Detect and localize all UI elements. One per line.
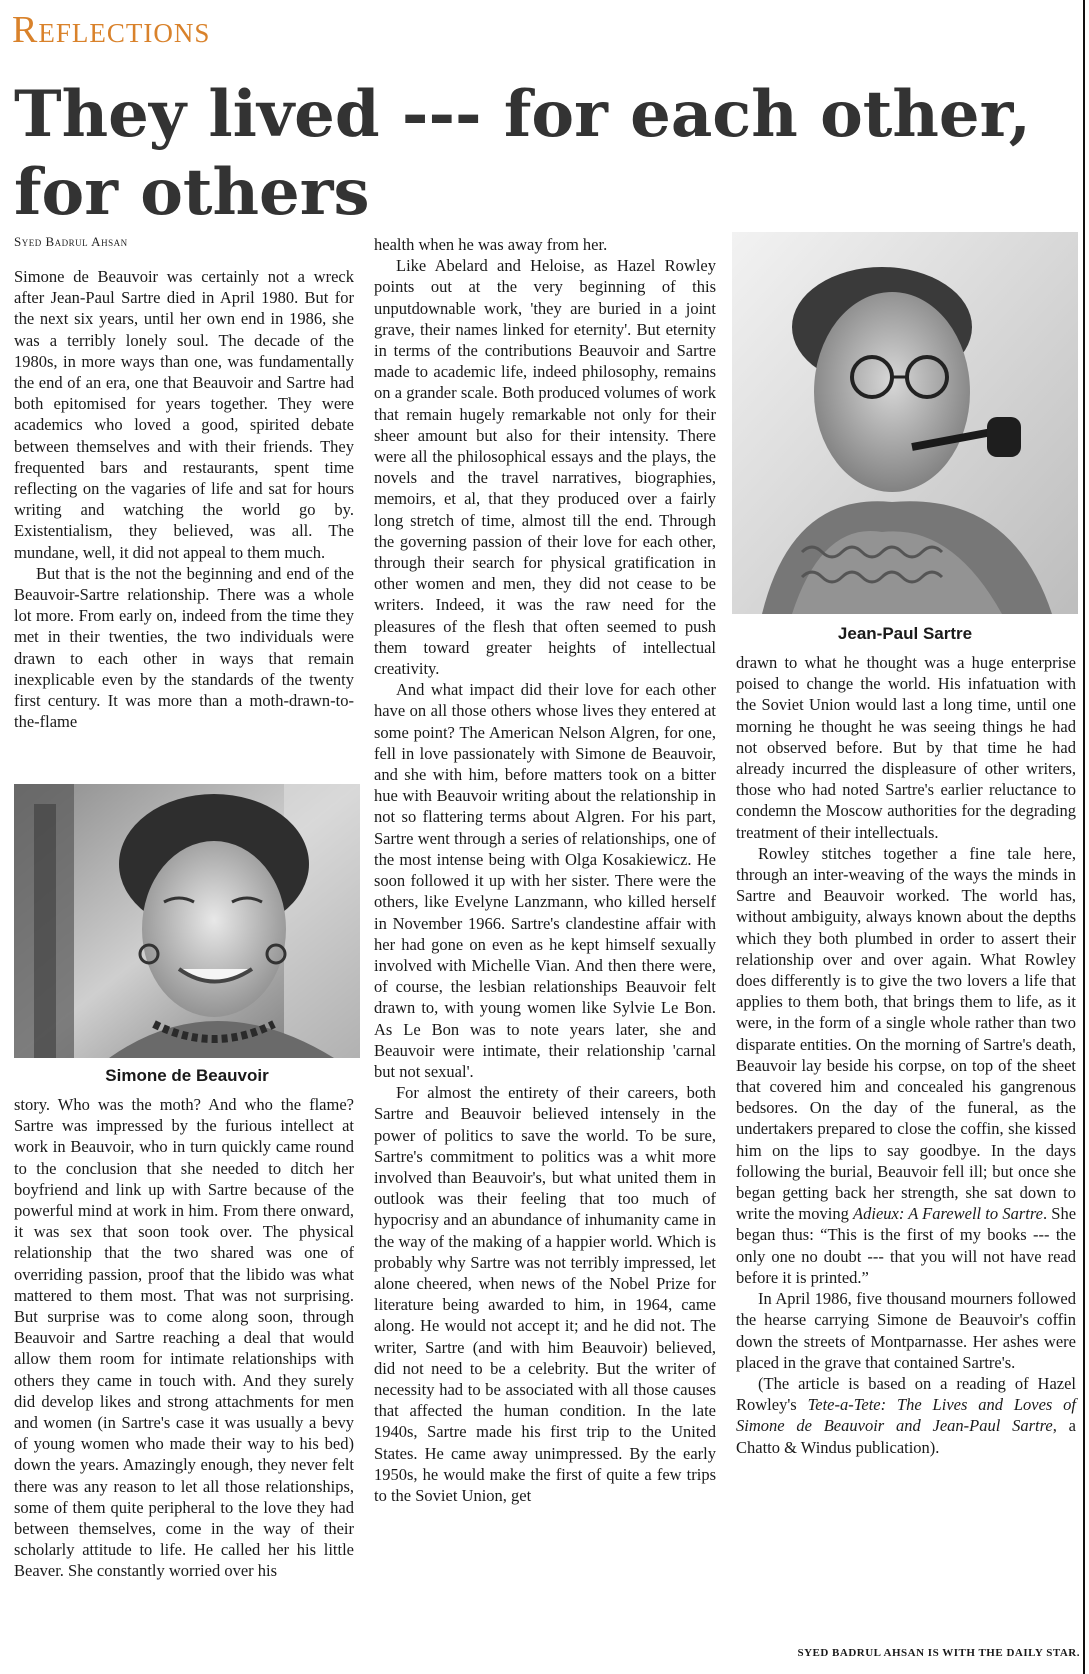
paragraph: In April 1986, five thousand mourners followed the hearse carrying Simone de Beauvoir's coffin down the streets of Montparnasse. Her ashes were placed in the grave that contained Sartre's. xyxy=(736,1289,1076,1372)
jean-paul-sartre-photo xyxy=(732,232,1078,614)
section-title: Reflections xyxy=(12,9,211,51)
paragraph: Like Abelard and Heloise, as Hazel Rowley points out at the very beginning of this unputdownable work, 'they are buried in a joint grave, their names linked for eternity'. But eternity in terms of the contributions Beauvoir and Sartre made to academic life, indeed philosophy, remains on a grander scale. Both produced volumes of work that remain hugely remarkable not only for their sheer amount but also for their intensity. There were all the philosophical essays and the plays, the novels and the travel narratives, biographies, memoirs, et al, that they produced over a fairly long stretch of time, almost till the end. Through the governing passion of their love for each other, through their search for physical gratification in other women and men, they did not cease to be writers. Indeed, it was the raw need for the pleasures of the flesh that often seemed to push them toward greater heights of intellectual creativity. xyxy=(374,256,716,679)
book-title: Adieux: A Farewell to Sartre xyxy=(853,1204,1043,1224)
paragraph-text: (The article is based on a reading of Hazel Rowley's xyxy=(736,1373,1076,1415)
page-edge-rule xyxy=(1083,0,1085,1674)
article-column-1-bottom xyxy=(14,1094,354,1582)
simone-de-beauvoir-photo xyxy=(14,784,360,1058)
paragraph: And what impact did their love for each other have on all those others whose lives they entered at some point? The American Nelson Algren, for one, fell in love passionately with Simone de Beauvoir, and she with him, before matters took on a bitter hue with Beauvoir writing about the relationship in not so flattering terms about Algren. For his part, Sartre went through a series of relationships, one of the most intense being with Olga Kosakiewicz. He soon followed it up with her sister. There were the others, like Evelyne Lanzmann, who killed herself in November 1966. Sartre's clandestine affair with her had gone on even as he kept himself sexually involved with Michelle Vian. And then there were, of course, the lesbian relationships Beauvoir felt drawn to, with young women like Sylvie Le Bon. As Le Bon was to note years later, she and Beauvoir were intimate, their relationship 'carnal but not sexual'. xyxy=(374,680,716,1081)
author-note: SYED BADRUL AHSAN IS WITH THE DAILY STAR. xyxy=(797,1647,1080,1659)
sartre-caption: Jean-Paul Sartre xyxy=(837,624,973,643)
headline: They lived --- for each other, for others xyxy=(14,77,1031,230)
paragraph-text: . She began thus: “This is the first of my books --- the only one no doubt --- that you will not have read before it is printed.” xyxy=(736,1204,1077,1287)
paragraph-text: Rowley stitches together a fine tale here, through an inter-weaving of the ways the minds in Sartre and Beauvoir worked. The world has, without ambiguity, always known about the depths which they both plumbed in order to assert their relationship over and over again. What Rowley does differently is to give the two lovers a life that applies to them both, that brings them to life, as it were, in the form of a single whole rather than two disparate entities. On the morning of Sartre's death, Beauvoir lay beside his corpse, on top of the sheet that covered him and concealed his gangrenous bedsores. On the day of the funeral, as the undertakers prepared to close the coffin, she kissed him on the lips to say goodbye. In the days following the burial, Beauvoir fell ill; but once she began getting back her strength, she sat down to write the moving xyxy=(736,843,1076,1224)
paragraph: drawn to what he thought was a huge enterprise poised to change the world. His infatuation with the Soviet Union would last a long time, until one morning he thought he was seeing things he had not observed before. But by that time he had already incurred the displeasure of other writers, those who had noted Sartre's earlier reluctance to condemn the Moscow authorities for the degrading treatment of their intellectuals. xyxy=(736,653,1076,842)
paragraph: Simone de Beauvoir was certainly not a wreck after Jean-Paul Sartre died in April 1980. But for the next six years, until her own end in 1986, she was a terribly lonely soul. The decade of the 1980s, in more ways than one, was fundamentally the end of an era, one that Beauvoir and Sartre had both epitomised for years together. They were academics who loved a good, spirited debate between themselves and with their friends. They frequented bars and restaurants, spent time reflecting on the vagaries of life and sat for hours writing and watching the world go by. Existentialism, they believed, was all. The mundane, well, it did not appeal to them much. xyxy=(14,267,354,562)
book-title: Tete-a-Tete: The Lives and Loves of Simone de Beauvoir and Jean-Paul Sartre xyxy=(736,1395,1077,1436)
byline: Syed Badrul Ahsan xyxy=(14,234,128,249)
paragraph: But that is the not the beginning and end of the Beauvoir-Sartre relationship. There was a whole lot more. From early on, indeed from the time they met in their twenties, the two individuals were drawn to each other in ways that remain inexplicable even by the standards of the twenty first century. It was more than a moth-drawn-to-the-flame xyxy=(14,563,354,732)
paragraph xyxy=(736,1373,1076,1458)
article-column-1-top xyxy=(14,266,354,732)
paragraph-text: , a Chatto & Windus publication). xyxy=(736,1416,1077,1457)
paragraph: For almost the entirety of their careers, both Sartre and Beauvoir believed intensely in the power of politics to save the world. To be sure, Sartre's commitment to politics was a whit more involved than Beauvoir's, but what united them in outlook was their feeling that too much of hypocrisy and an abundance of inhumanity came in the way of the making of a happier world. Which is probably why Sartre was not terribly impressed, let alone cheered, when news of the Nobel Prize for literature being awarded to him, in 1964, came along. He would not accept it; and he did not. The writer, Sartre (and with him Beauvoir) believed, did not need to be a celebrity. But the writer of necessity had to be associated with all those causes that affected the human condition. In the late 1940s, Sartre made his first trip to the United States. He came away unimpressed. By the early 1950s, he would make the first of quite a few trips to the Soviet Union, get xyxy=(374,1083,716,1505)
paragraph xyxy=(736,843,1076,1288)
paragraph: story. Who was the moth? And who the flame? Sartre was impressed by the furious intellect at work in Beauvoir, who in turn quickly came round to the conclusion that she needed to ditch her boyfriend and link up with Sartre because of the powerful mind at work in him. From there onward, it was sex that soon took over. The physical relationship that the two shared was one of overriding passion, proof that the libido was what mattered to them most. That was not surprising. But surprise was to come along soon, through Beauvoir and Sartre reaching a deal that would allow them room for intimate relationships with others they came in touch with. And they surely did develop likes and strong attachments for men and women (in Sartre's case it was usually a bevy of young women who made their way to his bed) down the years. Amazingly enough, they never felt there was any reason to let all those relationships, some of them quite peripheral to the love they had between themselves, come in the way of their scholarly attitude to life. He called her his little Beaver. She constantly worried over his xyxy=(14,1095,354,1581)
beauvoir-caption: Simone de Beauvoir xyxy=(105,1066,269,1085)
article-column-3 xyxy=(736,652,1076,1458)
paragraph: health when he was away from her. xyxy=(374,235,608,254)
article-column-2 xyxy=(374,234,716,1506)
